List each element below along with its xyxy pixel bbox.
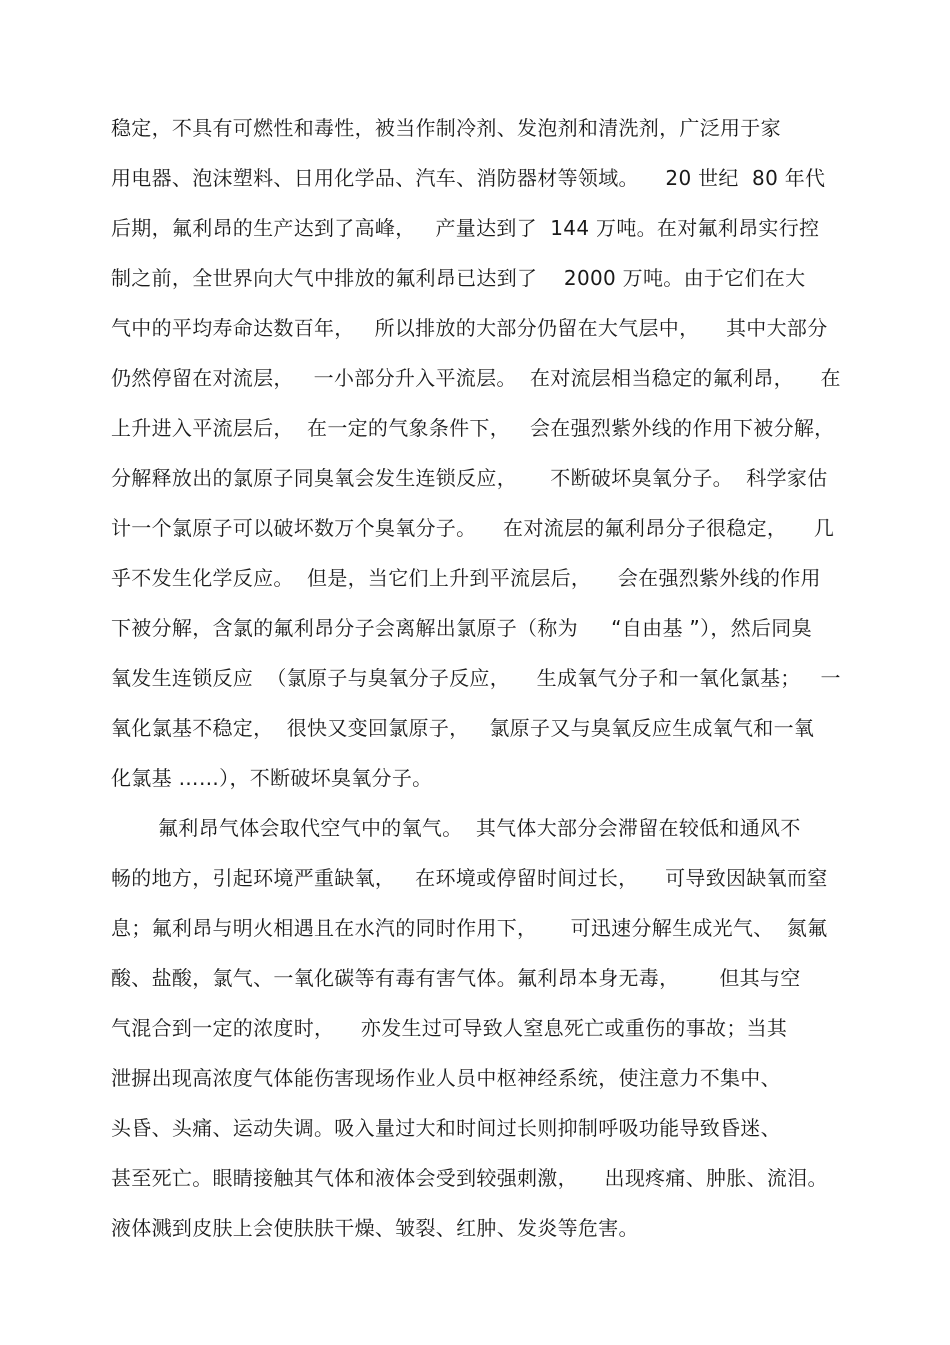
paragraph-1-line-12: 氧发生连锁反应 （氯原子与臭氧分子反应， 生成氧气分子和一氧化氯基； 一 (111, 666, 841, 690)
paragraph-1-line-11: 下被分解，含氯的氟利昂分子会离解出氯原子（称为 “自由基 ”），然后同臭 (111, 616, 812, 640)
paragraph-1-line-2: 用电器、泡沫塑料、日用化学品、汽车、消防器材等领域。 20 世纪 80 年代 (111, 166, 826, 190)
paragraph-1-line-10: 乎不发生化学反应。 但是，当它们上升到平流层后， 会在强烈紫外线的作用 (111, 566, 821, 590)
paragraph-1-line-3: 后期，氟利昂的生产达到了高峰， 产量达到了 144 万吨。在对氟利昂实行控 (111, 216, 820, 240)
paragraph-2-line-8: 甚至死亡。眼睛接触其气体和液体会受到较强刺激， 出现疼痛、肿胀、流泪。 (111, 1166, 828, 1190)
paragraph-1-line-8: 分解释放出的氯原子同臭氧会发生连锁反应， 不断破坏臭氧分子。 科学家估 (111, 466, 828, 490)
paragraph-2-line-1: 氟利昂气体会取代空气中的氧气。 其气体大部分会滞留在较低和通风不 (158, 816, 801, 840)
paragraph-1-line-14: 化氯基 ……），不断破坏臭氧分子。 (111, 766, 433, 790)
paragraph-2-line-3: 息；氟利昂与明火相遇且在水汽的同时作用下， 可迅速分解生成光气、 氮氟 (111, 916, 828, 940)
paragraph-1-line-7: 上升进入平流层后， 在一定的气象条件下， 会在强烈紫外线的作用下被分解， (111, 416, 835, 440)
paragraph-1-line-5: 气中的平均寿命达数百年， 所以排放的大部分仍留在大气层中， 其中大部分 (111, 316, 828, 340)
paragraph-1-line-4: 制之前，全世界向大气中排放的氟利昂已达到了 2000 万吨。由于它们在大 (111, 266, 806, 290)
paragraph-1-line-6: 仍然停留在对流层， 一小部分升入平流层。 在对流层相当稳定的氟利昂， 在 (111, 366, 841, 390)
paragraph-1-line-13: 氧化氯基不稳定， 很快又变回氯原子， 氯原子又与臭氧反应生成氧气和一氧 (111, 716, 815, 740)
paragraph-2-line-4: 酸、盐酸，氯气、一氧化碳等有毒有害气体。氟利昂本身无毒， 但其与空 (111, 966, 801, 990)
paragraph-1-line-1: 稳定，不具有可燃性和毒性，被当作制冷剂、发泡剂和清洗剂，广泛用于家 (111, 116, 781, 140)
paragraph-2-line-7: 头昏、头痛、运动失调。吸入量过大和时间过长则抑制呼吸功能导致昏迷、 (111, 1116, 781, 1140)
paragraph-2-line-6: 泄摒出现高浓度气体能伤害现场作业人员中枢神经系统，使注意力不集中、 (111, 1066, 781, 1090)
paragraph-2-line-2: 畅的地方，引起环境严重缺氧， 在环境或停留时间过长， 可导致因缺氧而窒 (111, 866, 828, 890)
paragraph-1-line-9: 计一个氯原子可以破坏数万个臭氧分子。 在对流层的氟利昂分子很稳定， 几 (111, 516, 835, 540)
paragraph-2-line-5: 气混合到一定的浓度时， 亦发生过可导致人窒息死亡或重伤的事故；当其 (111, 1016, 788, 1040)
paragraph-2-line-9: 液体溅到皮肤上会使肤肤干燥、皱裂、红肿、发炎等危害。 (111, 1216, 639, 1240)
